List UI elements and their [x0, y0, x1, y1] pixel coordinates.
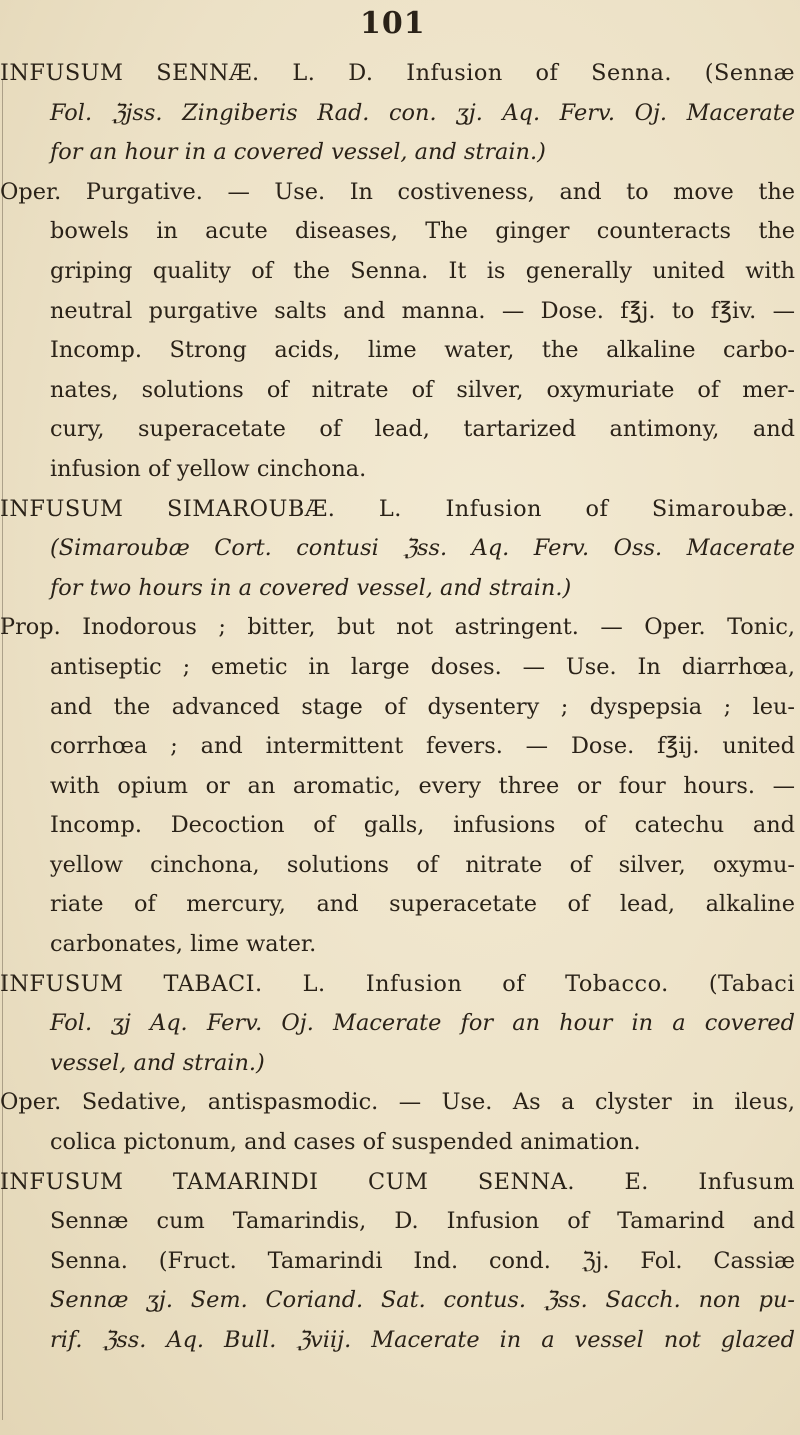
text-line: for an hour in a covered vessel, and strain.) [50, 139, 546, 166]
text-line: (Simaroubæ Cort. contusi ℨss. Aq. Ferv. Oss. Macerate [50, 535, 795, 562]
entry-heading-infusum-simaroubae: INFUSUM SIMAROUBÆ. L. Infusion of Simaroubæ. [0, 495, 795, 522]
text-line: with opium or an aromatic, every three or four hours. — [50, 772, 795, 799]
text-line: griping quality of the Senna. It is generally united with [50, 257, 795, 284]
text-line: neutral purgative salts and manna. — Dose. f℥j. to f℥iv. — [50, 297, 795, 324]
text-line: Prop. Inodorous ; bitter, but not astringent. — Oper. Tonic, [0, 614, 795, 641]
text-line: Senna. (Fruct. Tamarindi Ind. cond. ℨj. Fol. Cassiæ [50, 1247, 795, 1274]
text-line: Fol. ℨjss. Zingiberis Rad. con. ʒj. Aq. Ferv. Oj. Macerate [50, 99, 795, 126]
text-line: Sennæ cum Tamarindis, D. Infusion of Tamarind and [50, 1208, 795, 1235]
text-line: vessel, and strain.) [50, 1049, 265, 1076]
text-line: cury, superacetate of lead, tartarized antimony, and [50, 416, 795, 443]
text-line: corrhœa ; and intermittent fevers. — Dose. f℥ij. united [50, 733, 795, 760]
text-line: Incomp. Decoction of galls, infusions of catechu and [50, 812, 795, 839]
text-line: yellow cinchona, solutions of nitrate of silver, oxymu- [50, 851, 795, 878]
text-line: antiseptic ; emetic in large doses. — Use. In diarrhœa, [50, 653, 795, 680]
text-line: riate of mercury, and superacetate of lead, alkaline [50, 891, 795, 918]
text-line: nates, solutions of nitrate of silver, oxymuriate of mer- [50, 376, 795, 403]
text-line: colica pictonum, and cases of suspended animation. [50, 1129, 641, 1156]
page-body-text [0, 54, 795, 1361]
text-line: carbonates, lime water. [50, 931, 317, 958]
text-line: Oper. Purgative. — Use. In costiveness, and to move the [0, 178, 795, 205]
text-line: Fol. ʒj Aq. Ferv. Oj. Macerate for an hour in a covered [50, 1010, 795, 1037]
text-line: bowels in acute diseases, The ginger counteracts the [50, 218, 795, 245]
text-line: Sennæ ʒj. Sem. Coriand. Sat. contus. ℨss. Sacch. non pu- [50, 1287, 795, 1314]
entry-heading-infusum-tabaci: INFUSUM TABACI. L. Infusion of Tobacco. (Tabaci [0, 970, 795, 997]
text-line: and the advanced stage of dysentery ; dyspepsia ; leu- [50, 693, 795, 720]
text-line: for two hours in a covered vessel, and strain.) [50, 574, 572, 601]
page-number: 101 [360, 6, 426, 41]
text-line: rif. ℨss. Aq. Bull. ℨviij. Macerate in a vessel not glazed [50, 1327, 795, 1353]
entry-heading-infusum-sennae: INFUSUM SENNÆ. L. D. Infusion of Senna. (Sennæ [0, 60, 795, 86]
text-line: Incomp. Strong acids, lime water, the alkaline carbo- [50, 337, 795, 364]
text-line: Oper. Sedative, antispasmodic. — Use. As a clyster in ileus, [0, 1089, 795, 1116]
entry-heading-infusum-tamarindi: INFUSUM TAMARINDI CUM SENNA. E. Infusum [0, 1168, 795, 1195]
text-line: infusion of yellow cinchona. [50, 455, 367, 482]
